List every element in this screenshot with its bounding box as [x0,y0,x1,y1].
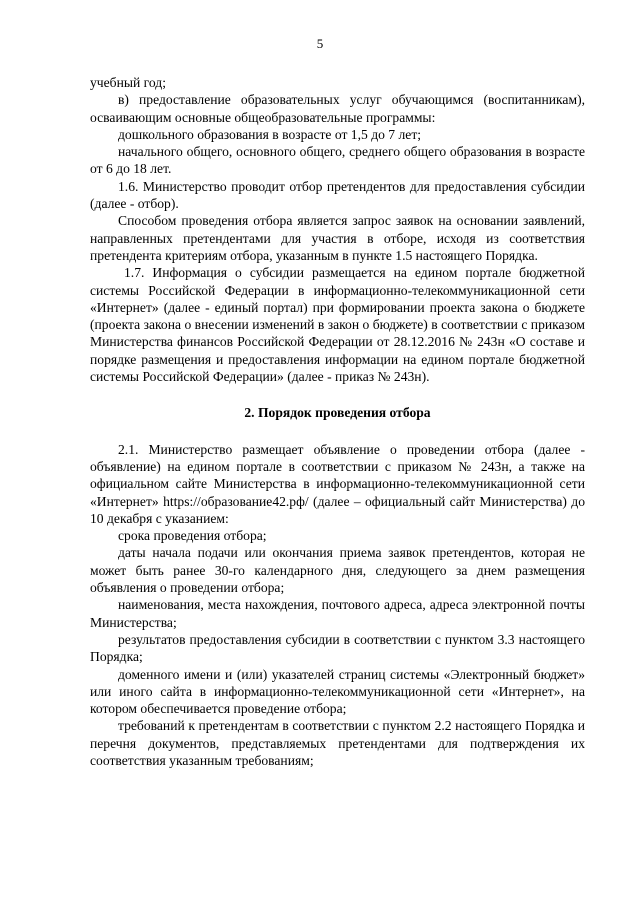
paragraph: результатов предоставления субсидии в соответствии с пунктом 3.3 настоящего Порядка; [90,631,585,665]
paragraph: доменного имени и (или) указателей страниц системы «Электронный бюджет» или иного сайта в информационно-телекоммуникационной сети «Интернет», на котором обеспечивается проведение отбора; [90,666,585,717]
paragraph: в) предоставление образовательных услуг обучающимся (воспитанникам), осваивающим основные общеобразовательные программы: [90,92,585,125]
paragraph: Способом проведения отбора является запрос заявок на основании заявлений, направленных претендентами для участия в отборе, исходя из соответствия претендента критериям отбора, указанным в пункте 1.5 настоящего Порядка. [90,213,585,263]
paragraph: требований к претендентам в соответствии с пунктом 2.2 настоящего Порядка и перечня документов, представляемых претендентами для подтверждения их соответствия указанным требованиям; [90,718,585,768]
paragraph: 1.7. Информация о субсидии размещается на едином портале бюджетной системы Российской Федерации в информационно-телекоммуникационной сети «Интернет» (далее - единый портал) при формировании проекта закона о бюджете (проекта закона о внесении изменений в закон о бюджете) в соответствии с приказом Министерства финансов Российской Федерации от 28.12.2016 № 243н «О составе и порядке размещения и предоставления информации на едином портале бюджетной системы Российской Федерации» (далее - приказ № 243н). [90,265,585,385]
paragraph: 2.1. Министерство размещает объявление о проведении отбора (далее - объявление) на едином портале в соответствии с приказом № 243н, а также на официальном сайте Министерства в информационно-телекоммуникационной сети «Интернет» https://образование42.рф/ (далее – официальный сайт Министерства) до 10 декабря с указанием: [90,441,585,526]
paragraph: начального общего, основного общего, среднего общего образования в возрасте от 6 до 18 лет. [90,144,585,177]
paragraph: наименования, места нахождения, почтового адреса, адреса электронной почты Министерства; [90,597,585,630]
paragraph: срока проведения отбора; [118,528,267,544]
paragraph: даты начала подачи или окончания приема заявок претендентов, которая не может быть ранее 30-го календарного дня, следующего за днем размещения объявления о проведении отбора; [90,545,585,596]
paragraph: учебный год; [90,75,166,90]
document-body [90,74,585,769]
page-number: 5 [316,36,324,51]
section-heading: 2. Порядок проведения отбора [244,405,431,421]
paragraph: 1.6. Министерство проводит отбор претендентов для предоставления субсидии (далее - отбор). [90,178,585,212]
paragraph: дошкольного образования в возрасте от 1,5 до 7 лет; [118,126,422,142]
